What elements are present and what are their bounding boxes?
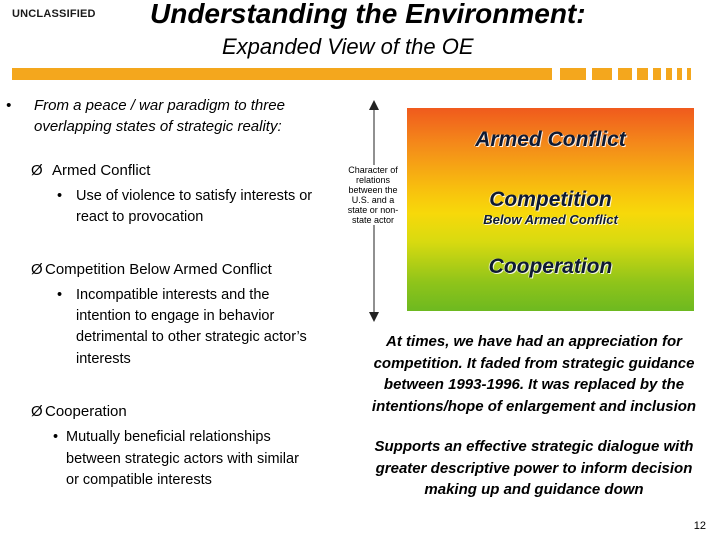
page-subtitle: Expanded View of the OE: [222, 34, 474, 59]
rule-segment: [618, 68, 632, 80]
quote-second-line: making up and guidance down: [424, 481, 644, 498]
gradient-label-cooperation: Cooperation: [488, 255, 613, 278]
page-number: 12: [693, 520, 706, 532]
rule-segment: [560, 68, 586, 80]
rule-segment: [677, 68, 682, 80]
state-label-armed-conflict: Armed Conflict: [52, 162, 151, 179]
state-arrow-icon: Ø: [31, 403, 43, 420]
competition-desc-2: intention to engage in behavior: [76, 308, 275, 324]
state-label-cooperation: Cooperation: [45, 403, 127, 420]
diagram-note-line: between the: [348, 185, 398, 195]
diagram-note-line: state or non-: [347, 205, 399, 215]
competition-desc-1: Incompatible interests and the: [76, 287, 270, 303]
rule-segment: [653, 68, 661, 80]
quote-second: [356, 436, 712, 501]
sub-bullet: •: [57, 287, 63, 303]
sub-bullet: •: [57, 188, 63, 204]
cooperation-desc-2: between strategic actors with similar: [66, 451, 299, 467]
competition-desc-4: interests: [76, 351, 131, 367]
intro-line-2: overlapping states of strategic reality:: [34, 118, 282, 135]
diagram-note-line: state actor: [351, 215, 395, 225]
armed-conflict-desc-1: Use of violence to satisfy interests or: [76, 188, 313, 204]
diagram-note-line: Character of: [348, 165, 398, 175]
rule-bar-main: [12, 68, 552, 80]
armed-conflict-desc-2: react to provocation: [76, 209, 204, 225]
quote-second-line: greater descriptive power to inform decision: [375, 459, 693, 477]
rule-segment: [592, 68, 612, 80]
state-label-competition: Competition Below Armed Conflict: [45, 261, 272, 278]
gradient-label-competition: Competition: [489, 188, 612, 211]
gradient-label-armed-conflict: Armed Conflict: [475, 128, 626, 151]
diagram-note: [338, 165, 408, 225]
rule-segment: [666, 68, 672, 80]
intro-bullet: •: [6, 97, 12, 114]
state-arrow-icon: Ø: [31, 162, 43, 179]
competition-desc-3: detrimental to other strategic actor’s: [76, 329, 307, 345]
intro-line-1: From a peace / war paradigm to three: [34, 97, 285, 114]
strategic-states-gradient: [407, 108, 694, 311]
page-title: Understanding the Environment:: [150, 0, 586, 29]
classification-label: UNCLASSIFIED: [12, 8, 96, 20]
quote-first-line: intentions/hope of enlargement and inclusion: [371, 397, 697, 415]
state-arrow-icon: Ø: [31, 261, 43, 278]
rule-segment: [637, 68, 648, 80]
rule-segment: [687, 68, 691, 80]
quote-second-line: Supports an effective strategic dialogue with: [374, 438, 694, 455]
diagram-note-line: relations: [355, 175, 391, 185]
gradient-label-below-armed-conflict: Below Armed Conflict: [483, 212, 618, 227]
quote-first: [356, 331, 712, 417]
sub-bullet: •: [53, 429, 59, 445]
cooperation-desc-1: Mutually beneficial relationships: [66, 429, 271, 445]
quote-first-line: between 1993-1996. It was replaced by the: [383, 376, 685, 393]
header-rule: [12, 68, 696, 80]
quote-first-line: At times, we have had an appreciation for: [386, 333, 682, 350]
diagram-note-line: U.S. and a: [351, 195, 395, 205]
quote-first-line: competition. It faded from strategic guidance: [373, 354, 695, 372]
cooperation-desc-3: or compatible interests: [66, 472, 212, 488]
